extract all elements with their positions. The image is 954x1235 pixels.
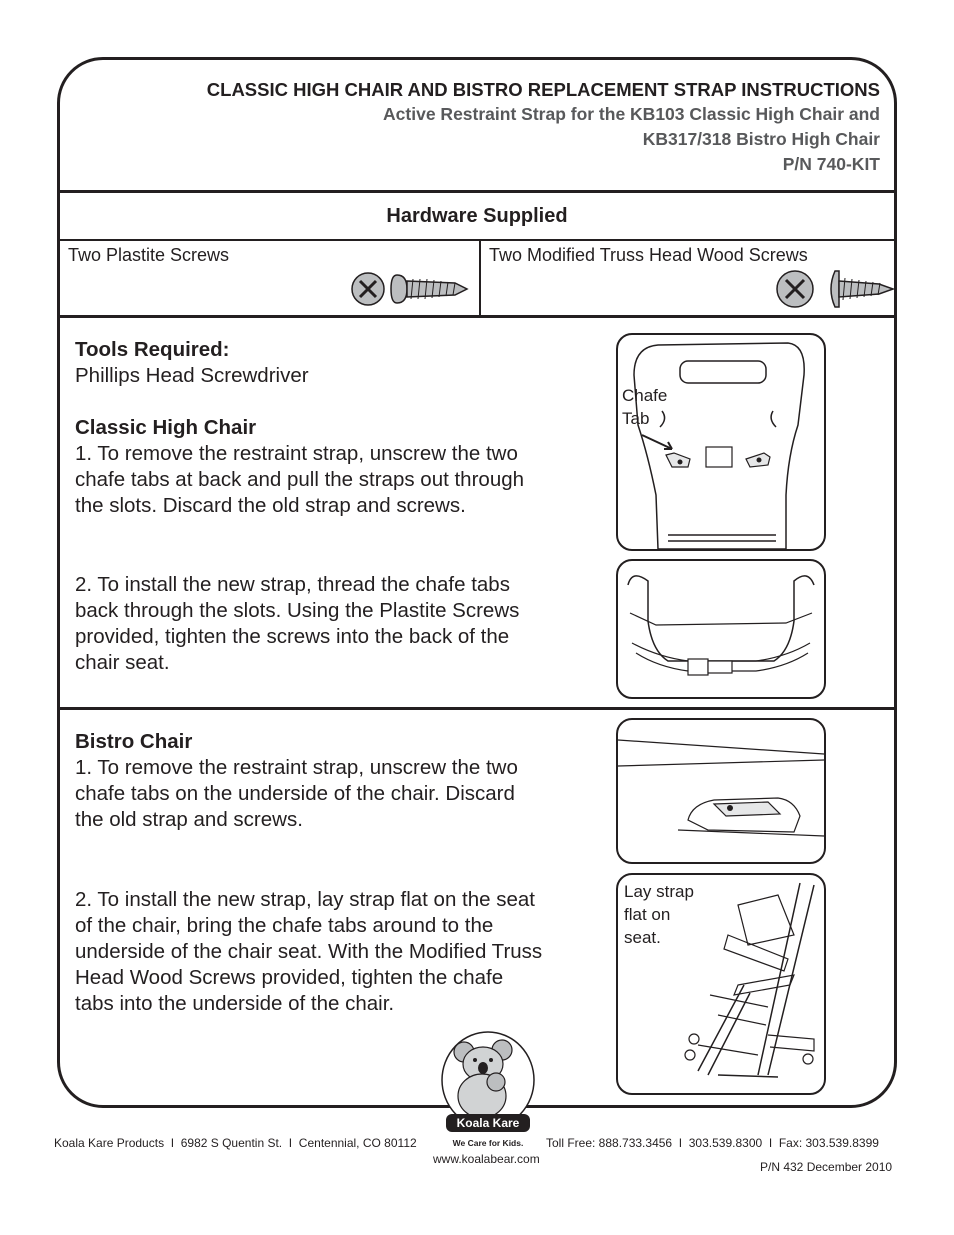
bistro-heading: Bistro Chair: [75, 730, 193, 753]
bistro-step2: 2. To install the new strap, lay strap flat on the seat of the chair, bring the chafe tabs around to the underside of the chair seat. With the Modified Truss Head Wood Screws provided, tighten the chafe tabs into the underside of the chair.: [75, 888, 543, 1015]
chair-back-illustration: [616, 333, 826, 551]
koala-kare-logo: [440, 1030, 536, 1152]
seat-underside-drawing: [618, 720, 824, 862]
classic-step2: 2. To install the new strap, thread the chafe tabs back through the slots. Using the Plastite Screws provided, tighten the screws into the back of the chair seat.: [75, 573, 520, 674]
hardware-row: [60, 241, 894, 318]
tools-heading: Tools Required:: [75, 338, 230, 361]
hardware-label-truss: Two Modified Truss Head Wood Screws: [489, 245, 808, 265]
hardware-cell-plastite: [60, 241, 481, 315]
instruction-frame: [57, 57, 897, 1108]
hardware-cell-truss: [481, 241, 894, 315]
bistro-step1: 1. To remove the restraint strap, unscrew the two chafe tabs on the underside of the chair. Discard the old strap and screws.: [75, 756, 518, 831]
svg-text:Koala Kare: Koala Kare: [456, 1116, 520, 1130]
lay-strap-callout-line2: flat on: [624, 905, 671, 924]
classic-heading: Classic High Chair: [75, 416, 257, 439]
document-subtitle-line1: Active Restraint Strap for the KB103 Classic High Chair and: [383, 104, 880, 124]
footer-phones: Toll Free: 888.733.3456 I 303.539.8300 I Fax: 303.539.8399: [546, 1136, 879, 1150]
lay-strap-callout-line1: Lay strap: [624, 882, 694, 901]
classic-section: [60, 317, 894, 710]
chair-back-drawing: [618, 335, 824, 549]
hardware-label-plastite: Two Plastite Screws: [68, 245, 230, 265]
chafe-tab-callout-line1: Chafe: [622, 386, 668, 405]
footer-website[interactable]: www.koalabear.com: [433, 1152, 540, 1166]
lay-strap-callout-line3: seat.: [624, 928, 661, 947]
tools-value: Phillips Head Screwdriver: [75, 364, 309, 387]
footer-address: Koala Kare Products I 6982 S Quentin St. I Centennial, CO 80112: [54, 1136, 417, 1150]
chafe-tab-callout-line2: Tab: [622, 409, 650, 428]
svg-text:We Care for Kids.: We Care for Kids.: [452, 1138, 524, 1148]
classic-step1: 1. To remove the restraint strap, unscrew the two chafe tabs at back and pull the straps out through the slots. Discard the old strap and screws.: [75, 442, 525, 517]
bistro-chair-illustration: [616, 873, 826, 1095]
part-number: P/N 740-KIT: [782, 154, 880, 174]
footer-doc-number: P/N 432 December 2010: [760, 1160, 893, 1174]
document-subtitle-line2: KB317/318 Bistro High Chair: [642, 129, 880, 149]
plastite-screw-icon: [345, 269, 470, 309]
chair-seat-drawing: [618, 561, 824, 697]
hardware-title: Hardware Supplied: [60, 193, 894, 241]
header: [60, 60, 894, 193]
document-title: CLASSIC HIGH CHAIR AND BISTRO REPLACEMENT STRAP INSTRUCTIONS: [206, 79, 880, 100]
chair-seat-strap-illustration: [616, 559, 826, 699]
seat-underside-illustration: [616, 718, 826, 864]
truss-screw-icon: [771, 267, 896, 311]
